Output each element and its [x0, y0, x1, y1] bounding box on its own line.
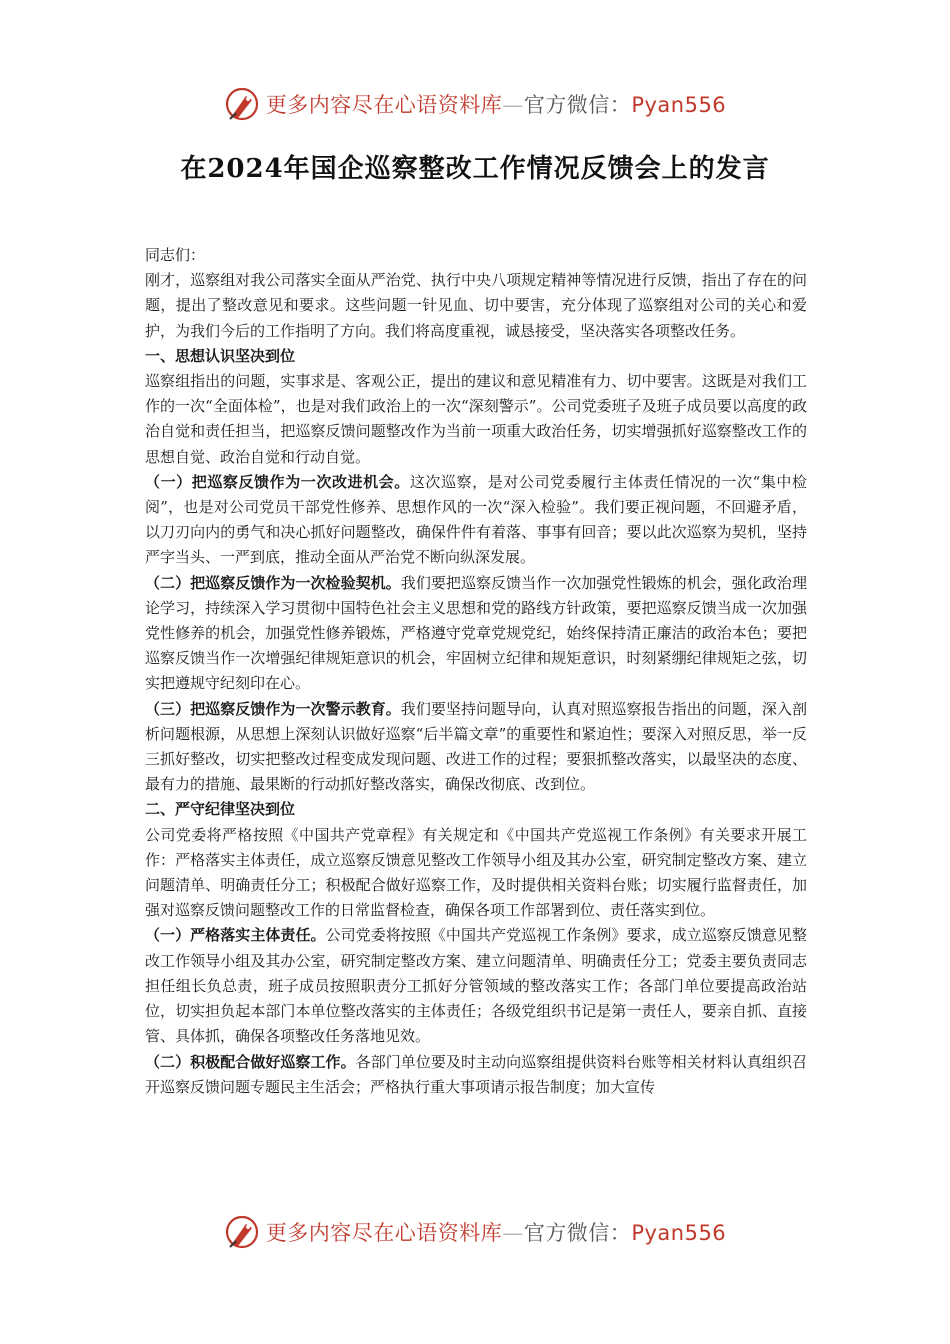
section-heading: 一、思想认识坚决到位 [145, 346, 296, 365]
document-title: 在2024年国企巡察整改工作情况反馈会上的发言 [180, 154, 770, 184]
banner-text [266, 1217, 726, 1247]
subsection-text: 各部门单位要及时主动向巡察组提供资料台账等相关材料认真组织召开巡察反馈问题专题民主生活会；严格执行重大事项请示报告制度；加大宣传 [145, 1052, 807, 1096]
subsection-paragraph [145, 697, 807, 798]
subsection-text: 这次巡察，是对公司党委履行主体责任情况的一次“集中检阅”，也是对公司党员干部党性修养、思想作风的一次“深入检验”。我们要正视问题，不回避矛盾，以刀刃向内的勇气和决心抓好问题整改，确保件件有着落、事事有回音；要以此次巡察为契机，坚持严字当头、一严到底，推动全面从严治党不断向纵深发展。 [145, 472, 807, 567]
subsection-text: 我们要坚持问题导向，认真对照巡察报告指出的问题，深入剖析问题根源，从思想上深刻认识做好巡察“后半篇文章”的重要性和紧迫性；要深入对照反思，举一反三抓好整改，切实把整改过程变成发现问题、改进工作的过程；要狠抓整改落实，以最坚决的态度、最有力的措施、最果断的行动抓好整改落实，确保改彻底、改到位。 [145, 699, 807, 794]
document-body [145, 243, 807, 1100]
intro-paragraph: 刚才，巡察组对我公司落实全面从严治党、执行中央八项规定精神等情况进行反馈，指出了存在的问题，提出了整改意见和要求。这些问题一针见血、切中要害，充分体现了巡察组对公司的关心和爱护，为我们今后的工作指明了方向。我们将高度重视，诚恳接受，坚决落实各项整改任务。 [145, 271, 807, 340]
subsection-lead: （二）把巡察反馈作为一次检验契机。 [145, 573, 401, 592]
subsection-text: 公司党委将按照《中国共产党巡视工作条例》要求，成立巡察反馈意见整改工作领导小组及其办公室，研究制定整改方案、建立问题清单、明确责任分工；党委主要负责同志担任组长负总责，班子成员按照职责分工抓好分管领域的整改落实工作；各部门单位要提高政治站位，切实担负起本部门本单位整改落实的主体责任；各级党组织书记是第一责任人，要亲自抓、直接管、具体抓，确保各项整改任务落地见效。 [145, 926, 807, 1046]
subsection-paragraph [145, 923, 807, 1049]
banner-main: 更多内容尽在心语资料库 [265, 1221, 503, 1245]
section-paragraph: 巡察组指出的问题，实事求是、客观公正，提出的建议和意见精准有力、切中要害。这既是对我们工作的一次“全面体检”，也是对我们政治上的一次“深刻警示”。公司党委班子及班子成员要以高度的政治自觉和责任担当，把巡察反馈问题整改作为当前一项重大政治任务，切实增强抓好巡察整改工作的思想自觉、政治自觉和行动自觉。 [145, 372, 807, 466]
banner-wechat-label: 官方微信： [523, 1221, 632, 1245]
subsection-paragraph [145, 470, 807, 571]
header-banner [0, 82, 950, 126]
section-heading: 二、严守纪律坚决到位 [145, 800, 296, 819]
banner-wechat-id: Pyan556 [631, 1221, 727, 1245]
subsection-paragraph [145, 571, 807, 697]
banner-wechat-label: 官方微信： [523, 93, 632, 117]
banner-main: 更多内容尽在心语资料库 [265, 93, 503, 117]
banner-separator: — [502, 1221, 524, 1245]
footer-banner [0, 1210, 950, 1254]
subsection-lead: （一）严格落实主体责任。 [145, 926, 326, 945]
pen-nib-logo-icon [224, 1214, 260, 1250]
banner-separator: — [502, 93, 524, 117]
subsection-lead: （一）把巡察反馈作为一次改进机会。 [145, 472, 410, 491]
subsection-lead: （三）把巡察反馈作为一次警示教育。 [145, 699, 401, 718]
subsection-lead: （二）积极配合做好巡察工作。 [145, 1052, 356, 1071]
section-paragraph: 公司党委将严格按照《中国共产党章程》有关规定和《中国共产党巡视工作条例》有关要求开展工作：严格落实主体责任，成立巡察反馈意见整改工作领导小组及其办公室，研究制定整改方案、建立问题清单、明确责任分工；积极配合做好巡察工作，及时提供相关资料台账；切实履行监督责任，加强对巡察反馈问题整改工作的日常监督检查，确保各项工作部署到位、责任落实到位。 [145, 825, 807, 920]
subsection-paragraph [145, 1050, 807, 1100]
subsection-text: 我们要把巡察反馈当作一次加强党性锻炼的机会，强化政治理论学习，持续深入学习贯彻中国特色社会主义思想和党的路线方针政策，要把巡察反馈当成一次加强党性修养的机会，加强党性修养锻炼，严格遵守党章党规党纪，始终保持清正廉洁的政治本色；要把巡察反馈当作一次增强纪律规矩意识的机会，牢固树立纪律和规矩意识，时刻紧绷纪律规矩之弦，切实把遵规守纪刻印在心。 [145, 573, 807, 693]
pen-nib-logo-icon [224, 86, 260, 122]
banner-text [266, 89, 726, 119]
salutation: 同志们： [145, 246, 206, 264]
banner-wechat-id: Pyan556 [631, 93, 727, 117]
